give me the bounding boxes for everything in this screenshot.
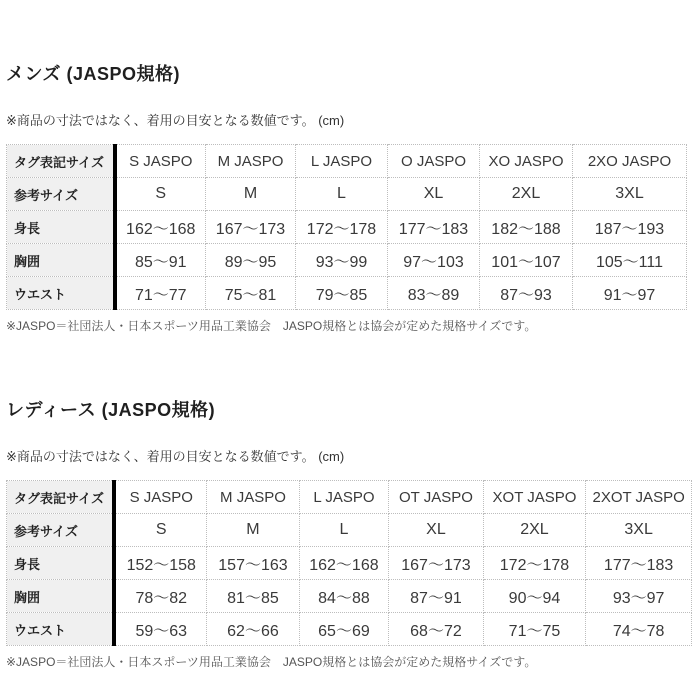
size-value-cell: M xyxy=(207,514,299,547)
size-value-cell: M JASPO xyxy=(206,145,296,178)
size-value-cell: S JASPO xyxy=(114,481,206,514)
size-value-cell: 167～173 xyxy=(389,547,484,580)
size-value-cell: 84～88 xyxy=(299,580,389,613)
size-value-cell: L xyxy=(299,514,389,547)
size-value-cell: 2XL xyxy=(480,178,573,211)
size-value-cell: XL xyxy=(389,514,484,547)
size-value-cell: 93～99 xyxy=(296,244,388,277)
table-row xyxy=(7,481,692,514)
size-value-cell: 83～89 xyxy=(388,277,480,310)
row-label: 身長 xyxy=(7,211,115,244)
size-value-cell: 68～72 xyxy=(389,613,484,646)
size-value-cell: 93～97 xyxy=(586,580,692,613)
size-value-cell: 91～97 xyxy=(573,277,687,310)
row-label: 胸囲 xyxy=(7,244,115,277)
size-value-cell: 187～193 xyxy=(573,211,687,244)
size-value-cell: O JASPO xyxy=(388,145,480,178)
size-value-cell: 172～178 xyxy=(483,547,586,580)
size-value-cell: 89～95 xyxy=(206,244,296,277)
size-value-cell: S xyxy=(114,514,206,547)
size-value-cell: 87～93 xyxy=(480,277,573,310)
size-value-cell: 62～66 xyxy=(207,613,299,646)
row-label: 参考サイズ xyxy=(7,514,115,547)
size-value-cell: 81～85 xyxy=(207,580,299,613)
size-value-cell: 182～188 xyxy=(480,211,573,244)
size-value-cell: XOT JASPO xyxy=(483,481,586,514)
table-row xyxy=(7,244,687,277)
row-label: タグ表記サイズ xyxy=(7,145,115,178)
size-value-cell: 152～158 xyxy=(114,547,206,580)
size-value-cell: 177～183 xyxy=(586,547,692,580)
size-value-cell: L JASPO xyxy=(299,481,389,514)
size-value-cell: OT JASPO xyxy=(389,481,484,514)
size-value-cell: 90～94 xyxy=(483,580,586,613)
size-value-cell: XL xyxy=(388,178,480,211)
size-value-cell: S JASPO xyxy=(115,145,206,178)
row-label: 胸囲 xyxy=(7,580,115,613)
size-value-cell: 85～91 xyxy=(115,244,206,277)
size-value-cell: 101～107 xyxy=(480,244,573,277)
size-value-cell: 177～183 xyxy=(388,211,480,244)
size-value-cell: 3XL xyxy=(586,514,692,547)
section-ladies xyxy=(6,396,692,670)
section-mens xyxy=(6,60,692,334)
table-row xyxy=(7,145,687,178)
ladies-measurement-note: ※商品の寸法ではなく、着用の目安となる数値です。 (cm) xyxy=(6,449,345,464)
mens-measurement-note: ※商品の寸法ではなく、着用の目安となる数値です。 (cm) xyxy=(6,113,345,128)
table-row xyxy=(7,613,692,646)
size-value-cell: M JASPO xyxy=(207,481,299,514)
size-value-cell: 97～103 xyxy=(388,244,480,277)
size-value-cell: 162～168 xyxy=(115,211,206,244)
mens-section-title: メンズ (JASPO規格) xyxy=(6,64,180,84)
size-value-cell: L JASPO xyxy=(296,145,388,178)
size-value-cell: XO JASPO xyxy=(480,145,573,178)
mens-jaspo-footnote: ※JASPO＝社団法人・日本スポーツ用品工業協会 JASPO規格とは協会が定めた規格サイズです。 xyxy=(6,319,537,333)
size-value-cell: 71～77 xyxy=(115,277,206,310)
size-value-cell: M xyxy=(206,178,296,211)
size-value-cell: 59～63 xyxy=(114,613,206,646)
mens-size-table xyxy=(6,144,687,310)
size-value-cell: 2XL xyxy=(483,514,586,547)
table-row xyxy=(7,514,692,547)
size-value-cell: L xyxy=(296,178,388,211)
size-value-cell: 65～69 xyxy=(299,613,389,646)
row-label: 参考サイズ xyxy=(7,178,115,211)
size-value-cell: 167～173 xyxy=(206,211,296,244)
size-value-cell: 3XL xyxy=(573,178,687,211)
row-label: ウエスト xyxy=(7,613,115,646)
ladies-jaspo-footnote: ※JASPO＝社団法人・日本スポーツ用品工業協会 JASPO規格とは協会が定めた規格サイズです。 xyxy=(6,655,537,669)
size-value-cell: 2XO JASPO xyxy=(573,145,687,178)
size-value-cell: 75～81 xyxy=(206,277,296,310)
size-value-cell: 157～163 xyxy=(207,547,299,580)
table-row xyxy=(7,547,692,580)
size-value-cell: 162～168 xyxy=(299,547,389,580)
size-value-cell: 78～82 xyxy=(114,580,206,613)
ladies-section-title: レディース (JASPO規格) xyxy=(6,400,216,420)
row-label: ウエスト xyxy=(7,277,115,310)
size-value-cell: 2XOT JASPO xyxy=(586,481,692,514)
row-label: 身長 xyxy=(7,547,115,580)
row-label: タグ表記サイズ xyxy=(7,481,115,514)
ladies-size-table xyxy=(6,480,692,646)
size-value-cell: 172～178 xyxy=(296,211,388,244)
table-row xyxy=(7,178,687,211)
size-value-cell: 74～78 xyxy=(586,613,692,646)
table-row xyxy=(7,277,687,310)
size-value-cell: 87～91 xyxy=(389,580,484,613)
size-value-cell: S xyxy=(115,178,206,211)
table-row xyxy=(7,580,692,613)
table-row xyxy=(7,211,687,244)
size-value-cell: 71～75 xyxy=(483,613,586,646)
size-value-cell: 105～111 xyxy=(573,244,687,277)
size-value-cell: 79～85 xyxy=(296,277,388,310)
